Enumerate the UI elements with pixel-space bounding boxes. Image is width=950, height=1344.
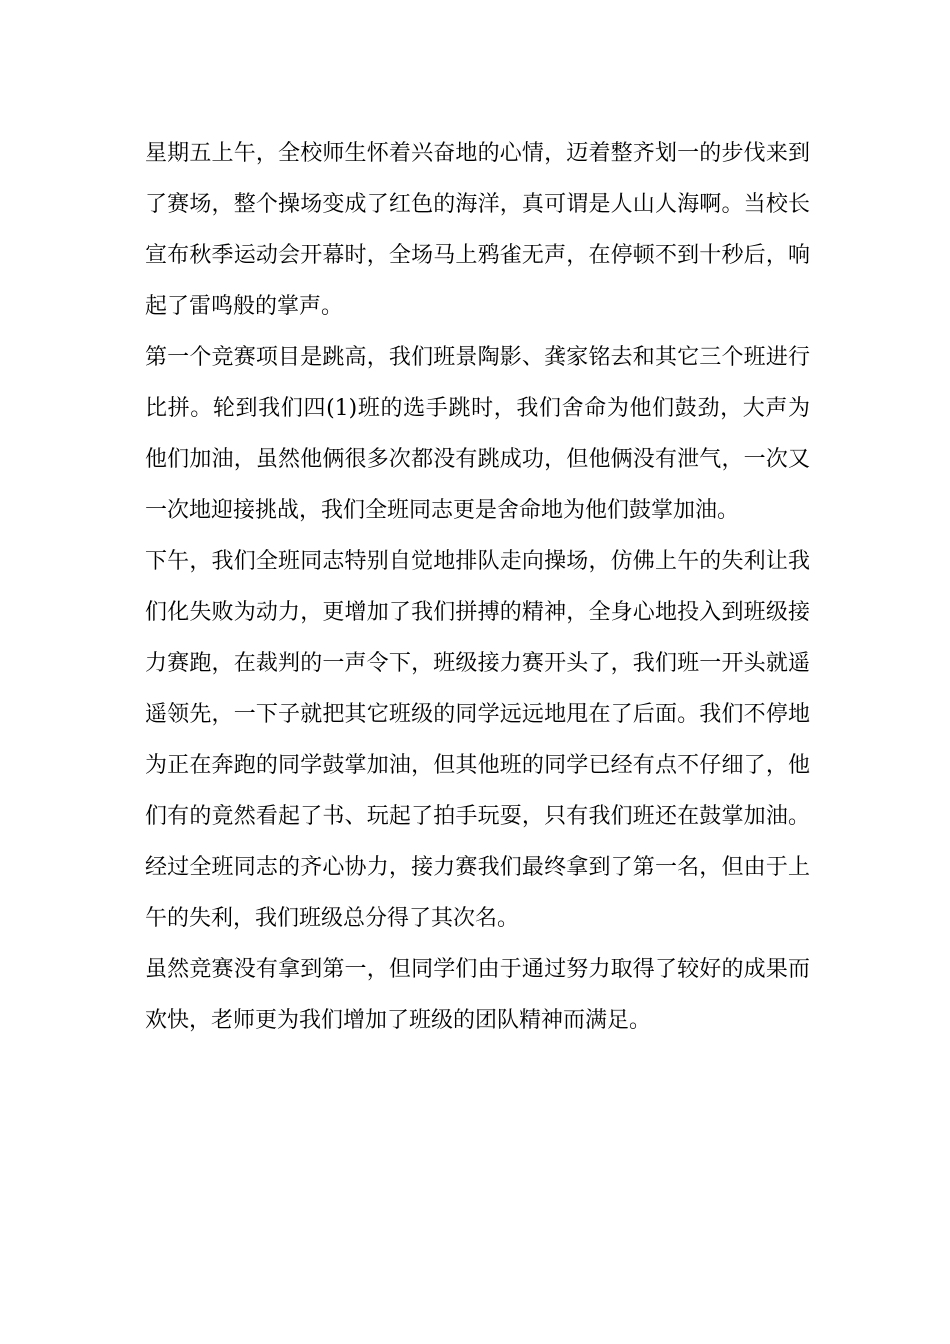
paragraph-4: 虽然竞赛没有拿到第一，但同学们由于通过努力取得了较好的成果而欢快，老师更为我们增加了班级的团队精神而满足。 [145,957,810,1033]
paragraph-3: 下午，我们全班同志特别自觉地排队走向操场，仿佛上午的失利让我们化失败为动力，更增加了我们拼搏的精神，全身心地投入到班级接力赛跑，在裁判的一声令下，班级接力赛开头了，我们班一开头就遥遥领先，一下子就把其它班级的同学远远地甩在了后面。我们不停地为正在奔跑的同学鼓掌加油，但其他班的同学已经有点不仔细了，他们有的竟然看起了书、玩起了拍手玩耍，只有我们班还在鼓掌加油。经过全班同志的齐心协力，接力赛我们最终拿到了第一名，但由于上午的失利，我们班级总分得了其次名。 [145,549,810,931]
document-body [145,128,810,1046]
paragraph-2: 第一个竞赛项目是跳高，我们班景陶影、龚家铭去和其它三个班进行比拼。轮到我们四(1)班的选手跳时，我们舍命为他们鼓劲，大声为他们加油，虽然他俩很多次都没有跳成功，但他俩没有泄气，一次又一次地迎接挑战，我们全班同志更是舍命地为他们鼓掌加油。 [145,345,810,523]
paragraph-1: 星期五上午，全校师生怀着兴奋地的心情，迈着整齐划一的步伐来到了赛场，整个操场变成了红色的海洋，真可谓是人山人海啊。当校长宣布秋季运动会开幕时，全场马上鸦雀无声，在停顿不到十秒后，响起了雷鸣般的掌声。 [145,141,810,319]
